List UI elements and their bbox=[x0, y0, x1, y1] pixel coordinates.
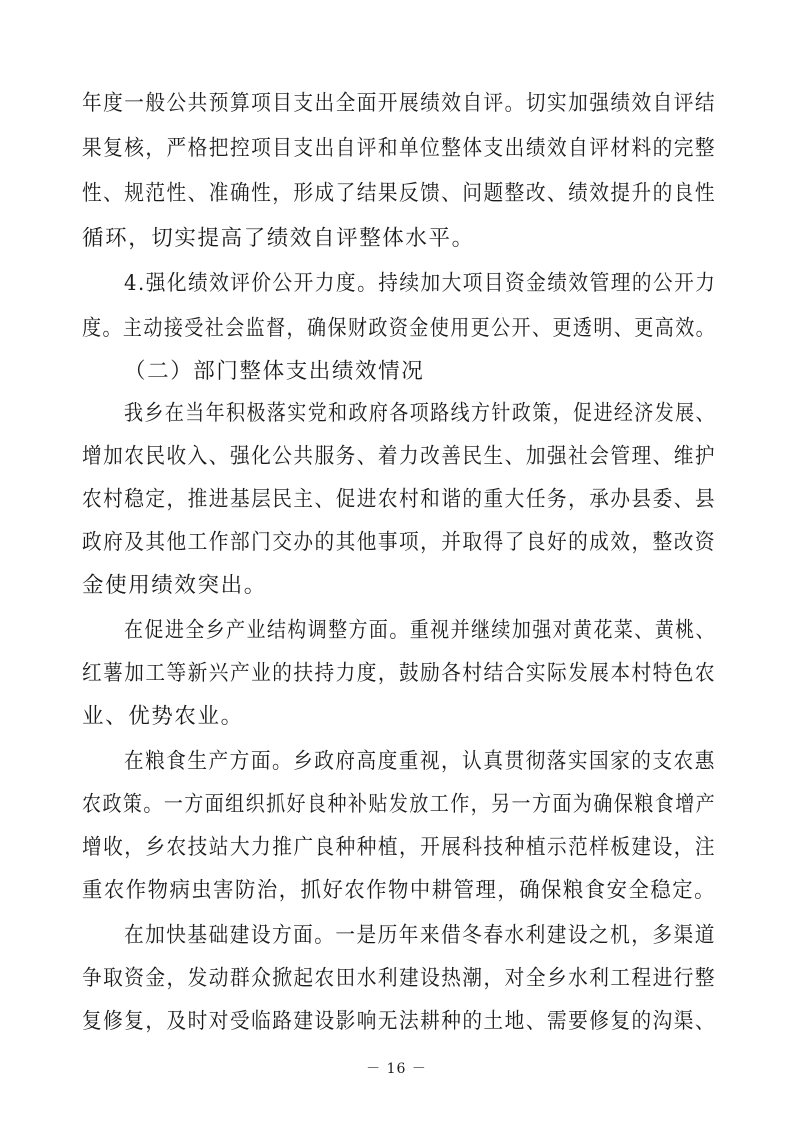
text-line: 在加快基础建设方面。一是历年来借冬春水利建设之机，多渠道 bbox=[124, 923, 716, 948]
text-line: 农政策。一方面组织抓好良种补贴发放工作，另一方面为确保粮食增产 bbox=[82, 792, 717, 817]
text-line: 在促进全乡产业结构调整方面。重视并继续加强对黄花菜、黄桃、 bbox=[124, 618, 716, 643]
text-line: 红薯加工等新兴产业的扶持力度，鼓励各村结合实际发展本村特色农 bbox=[82, 661, 717, 686]
text-line: 度。主动接受社会监督，确保财政资金使用更公开、更透明、更高效。 bbox=[82, 316, 717, 341]
text-line: 争取资金，发动群众掀起农田水利建设热潮，对全乡水利工程进行整 bbox=[82, 966, 717, 991]
text-line: 政府及其他工作部门交办的其他事项，并取得了良好的成效，整改资 bbox=[82, 530, 717, 555]
text-line: 果复核，严格把控项目支出自评和单位整体支出绩效自评材料的完整 bbox=[82, 136, 717, 161]
text-line: 在粮食生产方面。乡政府高度重视，认真贯彻落实国家的支农惠 bbox=[124, 749, 716, 774]
text-line: 农村稳定，推进基层民主、促进农村和谐的重大任务，承办县委、县 bbox=[82, 487, 717, 512]
text-line: 性、规范性、准确性，形成了结果反馈、问题整改、绩效提升的良性 bbox=[82, 181, 717, 206]
text-line: 循环，切实提高了绩效自评整体水平。 bbox=[82, 226, 475, 251]
text-line: 重农作物病虫害防治，抓好农作物中耕管理，确保粮食安全稳定。 bbox=[82, 878, 716, 903]
page-number: － 16 － bbox=[366, 1061, 427, 1077]
text-line: 金使用绩效突出。 bbox=[82, 573, 267, 598]
text-line: 增收，乡农技站大力推广良种种植，开展科技种植示范样板建设，注 bbox=[82, 835, 717, 860]
text-line: 年度一般公共预算项目支出全面开展绩效自评。切实加强绩效自评结 bbox=[82, 91, 717, 116]
text-line: 复修复，及时对受临路建设影响无法耕种的土地、需要修复的沟渠、 bbox=[82, 1009, 717, 1034]
section-heading: （二）部门整体支出绩效情况 bbox=[124, 359, 425, 384]
text-line: 增加农民收入、强化公共服务、着力改善民生、加强社会管理、维护 bbox=[82, 444, 717, 469]
text-line: 4.强化绩效评价公开力度。持续加大项目资金绩效管理的公开力 bbox=[124, 271, 717, 296]
text-line: 我乡在当年积极落实党和政府各项路线方针政策，促进经济发展、 bbox=[124, 401, 716, 426]
text-line: 业、优势农业。 bbox=[82, 704, 244, 729]
